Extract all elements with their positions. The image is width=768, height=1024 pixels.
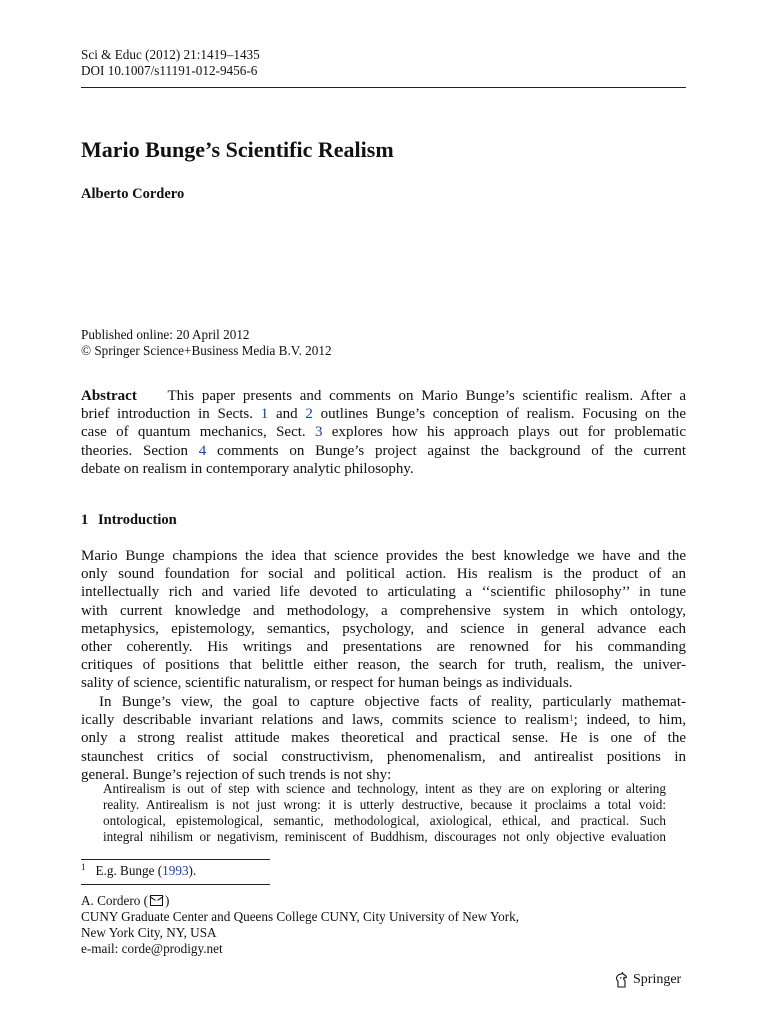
abstract-heading: Abstract xyxy=(81,388,137,404)
affiliation: CUNY Graduate Center and Queens College CUNY, City University of New York, xyxy=(81,909,520,924)
paragraph-line: sality of science, scientific naturalism, or respect for human beings as individuals. xyxy=(81,675,573,692)
paragraph-line: Mario Bunge champions the idea that science provides the best knowledge we have and the xyxy=(81,548,686,564)
doi: DOI 10.1007/s11191-012-9456-6 xyxy=(81,63,258,78)
paragraph-line: general. Bunge’s rejection of such trends is not shy: xyxy=(81,766,392,783)
paragraph-line: metaphysics, epistemology, semantics, psychology, and science in general advance each xyxy=(81,620,686,637)
footnote-text: E.g. Bunge ( xyxy=(95,863,163,878)
author-initial-name: A. Cordero ( xyxy=(81,893,149,908)
abstract-text: theories. Section xyxy=(81,442,188,459)
footnote-marker: 1 xyxy=(81,862,86,872)
paragraph-line: critiques of positions that belittle either reason, the search for truth, realism, the univer- xyxy=(81,657,686,674)
quote-line: Antirealism is out of step with science and technology, intent as they are on exploring or altering xyxy=(103,781,666,796)
paragraph-text: ; indeed, to him, xyxy=(573,712,686,729)
author-name: Alberto Cordero xyxy=(81,186,185,202)
abstract-text: and xyxy=(275,406,298,423)
abstract-line xyxy=(81,442,686,460)
article-title: Mario Bunge’s Scientific Realism xyxy=(81,137,394,162)
section-heading xyxy=(81,512,177,529)
publisher-logo xyxy=(614,972,681,988)
abstract-text: outlines Bunge’s conception of realism. Focusing on the xyxy=(320,406,687,423)
section-link[interactable]: 1 xyxy=(260,406,269,423)
paragraph-line xyxy=(81,711,686,729)
paragraph-line: staunchest critics of social constructivism, phenomenalism, and antirealist positions in xyxy=(81,748,686,765)
section-number: 1 xyxy=(81,512,89,528)
section-title: Introduction xyxy=(98,512,177,528)
paragraph-line: only a strong realist attitude makes theoretical and practical sense. He is one of the xyxy=(81,730,686,747)
abstract-line xyxy=(81,423,686,441)
paragraph-2 xyxy=(81,693,686,784)
publisher-name: Springer xyxy=(633,972,682,987)
footnote-rule-bottom xyxy=(81,884,270,885)
section-link[interactable]: 2 xyxy=(305,406,313,423)
footnote-ref-link[interactable]: 1 xyxy=(569,713,574,724)
abstract xyxy=(81,387,686,478)
footnote-rule xyxy=(81,859,270,860)
quote-line: integral nihilism or negativism, reminiscent of Buddhism, discourages not only objective evaluation xyxy=(103,829,666,844)
paragraph-line: only sound foundation for social and political action. His realism is the product of an xyxy=(81,566,686,583)
paragraph-1 xyxy=(81,547,686,693)
journal-citation: Sci & Educ (2012) 21:1419–1435 xyxy=(81,47,260,62)
header-rule xyxy=(81,87,686,88)
paragraph-line: intellectually rich and varied life devoted to articulating a ‘‘scientific philosophy’’ in tune xyxy=(81,584,686,601)
abstract-line xyxy=(81,387,686,405)
author-initial-name: ) xyxy=(165,893,170,908)
citation-link[interactable]: 1993 xyxy=(162,863,189,878)
paragraph-line: with current knowledge and methodology, a comprehensive system in which ontology, xyxy=(81,602,686,619)
section-link[interactable]: 4 xyxy=(198,442,207,459)
city: New York City, NY, USA xyxy=(81,925,217,940)
envelope-icon xyxy=(150,895,163,906)
springer-horse-icon xyxy=(614,972,628,988)
correspondence-name xyxy=(81,893,169,909)
abstract-text: explores how his approach plays out for problematic xyxy=(331,424,686,441)
abstract-text: brief introduction in Sects. xyxy=(81,406,253,423)
paragraph-text: ically describable invariant relations and laws, commits science to realism xyxy=(81,712,570,729)
abstract-text: comments on Bunge’s project against the background of the current xyxy=(216,442,687,459)
email[interactable]: e-mail: corde@prodigy.net xyxy=(81,941,223,956)
quote-line: ontological, epistemological, semantic, methodological, axiological, ethical, and practical. Such xyxy=(103,813,666,828)
block-quote xyxy=(103,781,666,845)
paragraph-line: other coherently. His writings and presentations are renowned for his commanding xyxy=(81,638,686,655)
section-link[interactable]: 3 xyxy=(314,424,323,441)
paragraph-line: In Bunge’s view, the goal to capture objective facts of reality, particularly mathemat- xyxy=(99,694,686,710)
footnote-text: ). xyxy=(188,863,197,878)
abstract-line: debate on realism in contemporary analytic philosophy. xyxy=(81,460,414,477)
published-date: Published online: 20 April 2012 xyxy=(81,327,250,342)
footnote xyxy=(81,863,196,879)
abstract-line xyxy=(81,405,686,423)
abstract-text: This paper presents and comments on Mario Bunge’s scientific realism. After a xyxy=(167,388,687,404)
abstract-text: case of quantum mechanics, Sect. xyxy=(81,424,306,441)
copyright-notice: © Springer Science+Business Media B.V. 2012 xyxy=(81,343,332,358)
quote-line: reality. Antirealism is not just wrong: it is utterly destructive, because it proclaims a total void: xyxy=(103,797,666,812)
